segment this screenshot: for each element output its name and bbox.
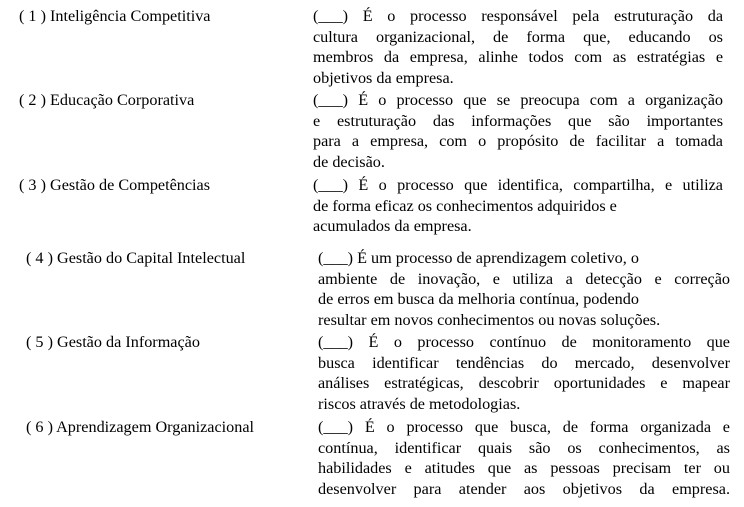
definition-6-line: desenvolver para atender aos objetivos da empresa. bbox=[318, 479, 730, 498]
definition-4-line: resultar em novos conhecimentos ou novas soluções. bbox=[318, 310, 661, 329]
definition-6-line: contínua, identificar quais são os conhecimentos, as bbox=[318, 438, 730, 457]
definition-1-line: membros da empresa, alinhe todos com as estratégias e bbox=[313, 48, 723, 67]
definition-5-line: riscos através de metodologias. bbox=[318, 394, 521, 413]
definition-5-line: análises estratégicas, descobrir oportunidades e mapear bbox=[318, 374, 730, 393]
definition-4-line: de erros em busca da melhoria contínua, podendo bbox=[318, 290, 639, 309]
definition-4-text bbox=[318, 248, 730, 330]
term-3-label: ( 3 ) Gestão de Competências bbox=[19, 176, 211, 194]
definition-5-text bbox=[318, 332, 730, 414]
definition-4-line: (___) É um processo de aprendizagem coletivo, o bbox=[318, 249, 639, 267]
definition-3-line: de forma eficaz os conhecimentos adquiridos e bbox=[313, 196, 617, 215]
term-1-label: ( 1 ) Inteligência Competitiva bbox=[19, 7, 211, 25]
definition-2-line: para a empresa, com o propósito de facilitar a tomada bbox=[313, 132, 723, 151]
definition-3-line: acumulados da empresa. bbox=[313, 217, 472, 236]
definition-1-line: objetivos da empresa. bbox=[313, 68, 454, 87]
term-6-label: ( 6 ) Aprendizagem Organizacional bbox=[26, 418, 255, 436]
definition-6-line: (___) É o processo que busca, de forma organizada e bbox=[318, 418, 730, 436]
definition-6-text bbox=[318, 417, 730, 499]
definition-2-line: e estruturação das informações que são importantes bbox=[313, 111, 723, 130]
term-5-label: ( 5 ) Gestão da Informação bbox=[26, 333, 200, 351]
definition-3-line: (___) É o processo que identifica, compartilha, e utiliza bbox=[313, 176, 723, 194]
definition-2-line: (___) É o processo que se preocupa com a organização bbox=[313, 91, 723, 109]
definition-2-text bbox=[313, 90, 723, 172]
definition-1-line: cultura organizacional, de forma que, educando os bbox=[313, 27, 723, 46]
term-2-label: ( 2 ) Educação Corporativa bbox=[19, 91, 195, 109]
term-4-label: ( 4 ) Gestão do Capital Intelectual bbox=[26, 249, 246, 267]
definition-1-text bbox=[313, 6, 723, 88]
definition-1-line: (___) É o processo responsável pela estruturação da bbox=[313, 7, 723, 25]
definition-5-line: (___) É o processo contínuo de monitoramento que bbox=[318, 333, 730, 351]
definition-6-line: habilidades e atitudes que as pessoas precisam ter ou bbox=[318, 459, 730, 478]
definition-2-line: de decisão. bbox=[313, 152, 385, 171]
definition-4-line: ambiente de inovação, e utiliza a detecção e correção bbox=[318, 269, 730, 288]
definition-3-text bbox=[313, 175, 723, 236]
definition-5-line: busca identificar tendências do mercado, desenvolver bbox=[318, 353, 730, 372]
